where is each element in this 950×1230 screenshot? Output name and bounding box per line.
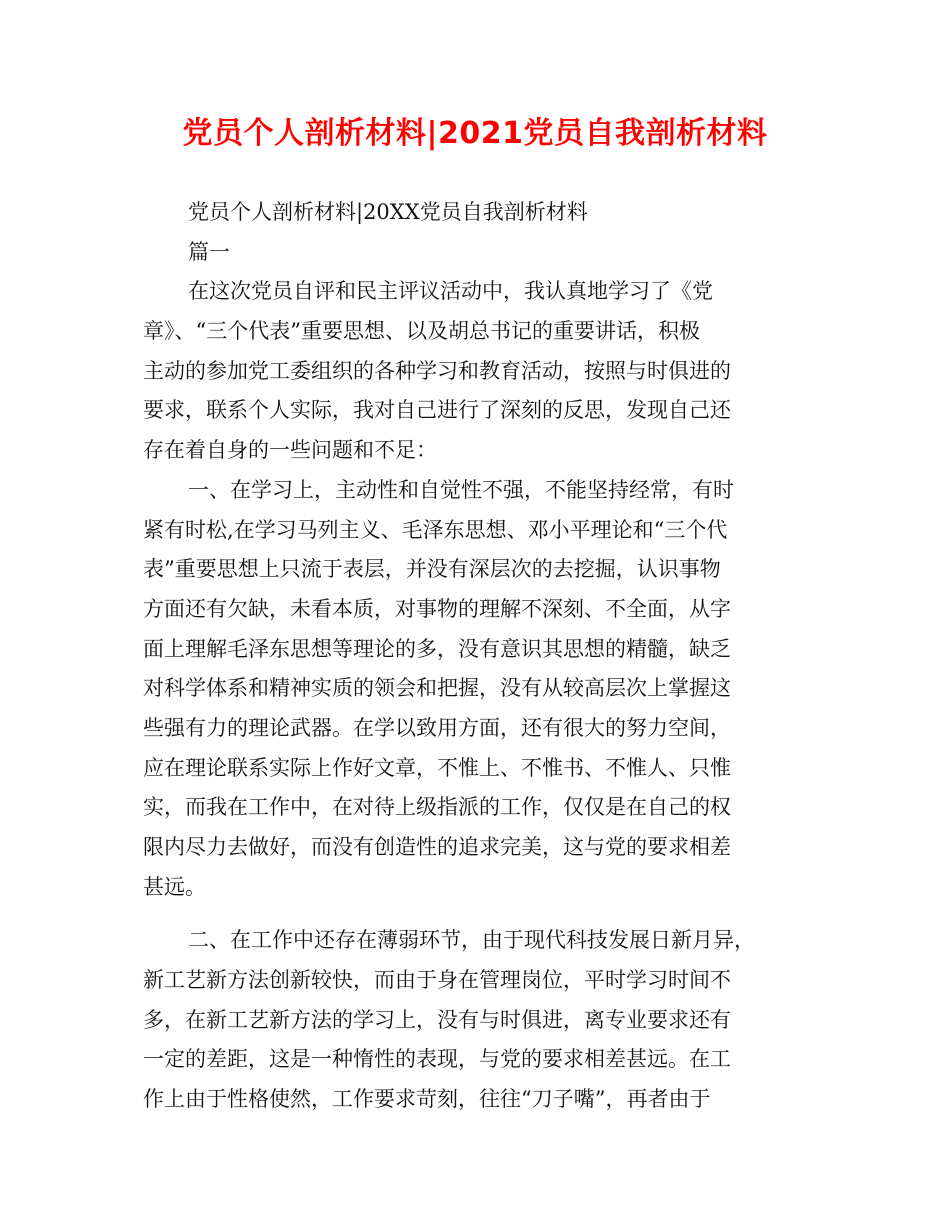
- paragraph-line: 方面还有欠缺，未看本质，对事物的理解不深刻、不全面，从字: [143, 596, 731, 621]
- paragraph-line: 限内尽力去做好，而没有创造性的追求完美，这与党的要求相差: [143, 835, 731, 859]
- paragraph-line: 新工艺新方法创新较快，而由于身在管理岗位，平时学习时间不: [143, 968, 731, 993]
- paragraph-line: 章》、“三个代表”重要思想、以及胡总书记的重要讲话，积极: [143, 319, 700, 344]
- paragraph-line: 紧有时松,在学习马列主义、毛泽东思想、邓小平理论和“三个代: [143, 517, 728, 542]
- paragraph-line: 面上理解毛泽东思想等理论的多，没有意识其思想的精髓，缺乏: [143, 636, 731, 661]
- paragraph-line: 存在着自身的一些问题和不足：: [143, 438, 437, 463]
- paragraph-1: [143, 272, 808, 470]
- paragraph-line: 作上由于性格使然，工作要求苛刻，往往“刀子嘴”，再者由于: [143, 1087, 711, 1112]
- paragraph-line: 要求，联系个人实际，我对自己进行了深刻的反思，发现自己还: [143, 398, 731, 423]
- paragraph-line: 实，而我在工作中，在对待上级指派的工作，仅仅是在自己的权: [143, 795, 731, 820]
- paragraph-line: 些强有力的理论武器。在学以致用方面，还有很大的努力空间，: [143, 715, 731, 740]
- document-subtitle: 党员个人剖析材料|20XX党员自我剖析材料: [188, 200, 588, 224]
- document-body: [143, 193, 808, 1120]
- paragraph-line: 主动的参加党工委组织的各种学习和教育活动，按照与时俱进的: [143, 358, 731, 383]
- document-title: 党员个人剖析材料|2021党员自我剖析材料: [182, 116, 768, 151]
- section-label: 篇一: [188, 239, 230, 264]
- paragraph-line: 表”重要思想上只流于表层，并没有深层次的去挖掘，认识事物: [143, 557, 721, 582]
- paragraph-3: [143, 921, 808, 1119]
- paragraph-line: 一、在学习上，主动性和自觉性不强，不能坚持经常，有时: [188, 477, 734, 502]
- paragraph-line: 应在理论联系实际上作好文章，不惟上、不惟书、不惟人、只惟: [143, 755, 731, 780]
- paragraph-line: 在这次党员自评和民主评议活动中，我认真地学习了《党: [188, 279, 713, 304]
- paragraph-line: 一定的差距，这是一种惰性的表现，与党的要求相差甚远。在工: [143, 1047, 731, 1072]
- paragraph-line: 二、在工作中还存在薄弱环节，由于现代科技发展日新月异，: [188, 928, 755, 953]
- paragraph-line: 对科学体系和精神实质的领会和把握，没有从较高层次上掌握这: [143, 676, 731, 701]
- paragraph-2: [143, 471, 808, 908]
- paragraph-spacer: [143, 907, 808, 921]
- paragraph-line: 多，在新工艺新方法的学习上，没有与时俱进，离专业要求还有: [143, 1007, 731, 1032]
- paragraph-line: 甚远。: [143, 874, 206, 899]
